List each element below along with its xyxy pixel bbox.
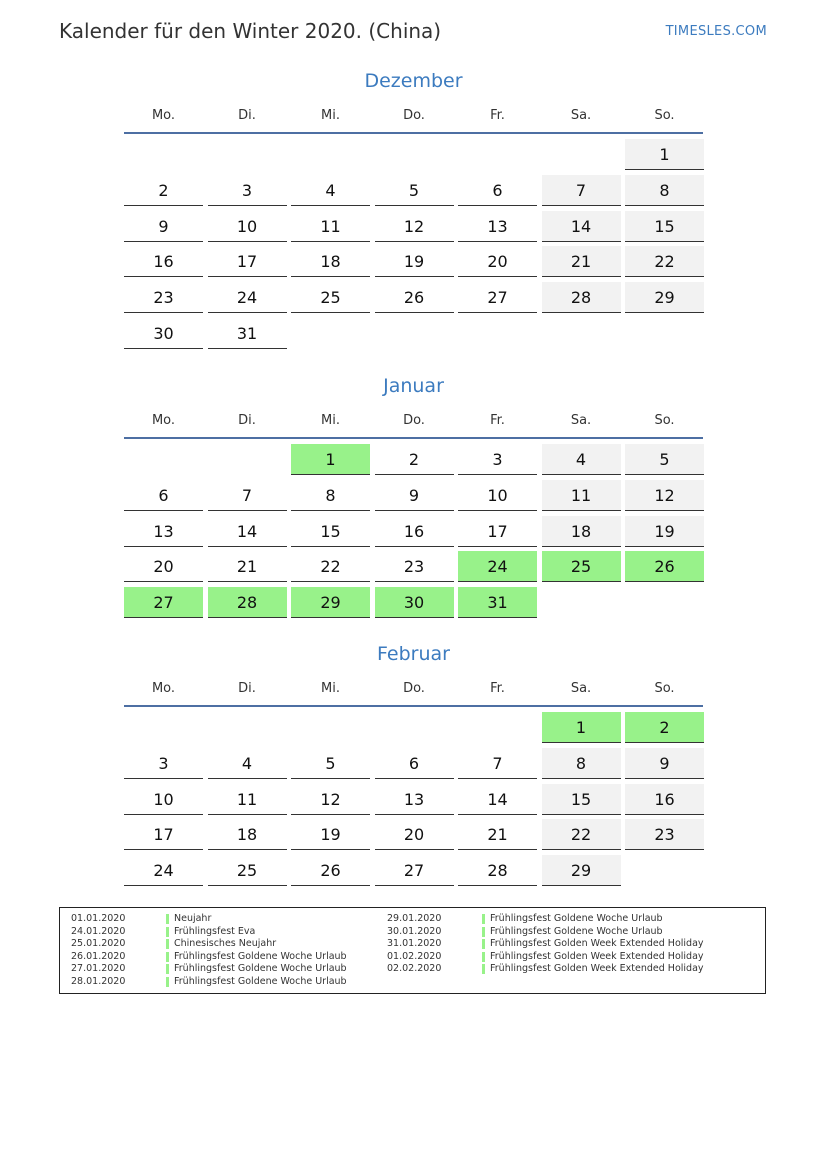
weekday-label: Mi. <box>321 413 340 428</box>
day-cell[interactable]: 20 <box>458 246 537 277</box>
weekday-label: Mi. <box>321 681 340 696</box>
legend-date: 30.01.2020 <box>387 925 442 937</box>
legend-holiday-name: Frühlingsfest Eva <box>174 925 256 937</box>
weekday-label: Fr. <box>490 108 505 123</box>
day-cell[interactable]: 7 <box>208 480 287 511</box>
day-cell[interactable]: 29 <box>542 855 621 886</box>
weekday-label: So. <box>654 108 675 123</box>
legend-date: 01.01.2020 <box>71 913 126 924</box>
day-cell[interactable]: 28 <box>542 282 621 313</box>
day-cell[interactable]: 15 <box>542 784 621 815</box>
day-cell[interactable]: 12 <box>375 211 454 242</box>
weekday-header <box>124 681 703 699</box>
legend-date: 01.02.2020 <box>387 950 442 962</box>
day-cell[interactable]: 31 <box>208 318 287 349</box>
legend-date: 27.01.2020 <box>71 963 126 975</box>
day-cell[interactable]: 14 <box>542 211 621 242</box>
holiday-legend <box>59 907 766 994</box>
month-title: Dezember <box>364 70 463 92</box>
day-cell[interactable]: 1 <box>625 139 704 170</box>
weekday-label: Sa. <box>570 413 592 428</box>
day-cell[interactable]: 10 <box>124 784 203 815</box>
day-cell[interactable]: 8 <box>625 175 704 206</box>
day-cell[interactable]: 1 <box>542 712 621 743</box>
legend-holiday-name: Frühlingsfest Golden Week Extended Holiday <box>490 938 704 950</box>
day-cell[interactable]: 11 <box>542 480 621 511</box>
weekday-label: Mo. <box>151 681 176 696</box>
day-cell[interactable]: 5 <box>375 175 454 206</box>
weekday-label: Di. <box>238 108 256 123</box>
weekday-label: Sa. <box>570 681 592 696</box>
day-cell[interactable]: 6 <box>458 175 537 206</box>
legend-date: 02.02.2020 <box>387 963 442 975</box>
day-cell[interactable]: 18 <box>291 246 370 277</box>
legend-holiday-name: Frühlingsfest Goldene Woche Urlaub <box>174 975 347 987</box>
day-cell[interactable]: 21 <box>458 819 537 850</box>
weekday-label: Fr. <box>490 413 505 428</box>
day-cell[interactable]: 19 <box>291 819 370 850</box>
day-cell[interactable]: 24 <box>124 855 203 886</box>
legend-holiday-name: Frühlingsfest Goldene Woche Urlaub <box>174 963 347 975</box>
day-cell[interactable]: 23 <box>124 282 203 313</box>
day-cell[interactable]: 17 <box>208 246 287 277</box>
day-cell[interactable]: 13 <box>375 784 454 815</box>
weekday-header <box>124 413 703 431</box>
holiday-color-marker <box>166 964 169 974</box>
day-cell[interactable]: 26 <box>291 855 370 886</box>
holiday-color-marker <box>166 927 169 937</box>
weekday-label: Mo. <box>151 413 176 428</box>
day-cell[interactable]: 19 <box>625 516 704 547</box>
day-cell[interactable]: 26 <box>625 551 704 582</box>
day-cell[interactable]: 30 <box>375 587 454 618</box>
weekday-label: Mo. <box>151 108 176 123</box>
day-cell[interactable]: 31 <box>458 587 537 618</box>
legend-holiday-name: Frühlingsfest Goldene Woche Urlaub <box>174 950 347 962</box>
day-cell[interactable]: 4 <box>542 444 621 475</box>
weekday-label: Sa. <box>570 108 592 123</box>
legend-date: 26.01.2020 <box>71 950 126 962</box>
day-cell[interactable]: 16 <box>375 516 454 547</box>
day-cell[interactable]: 12 <box>625 480 704 511</box>
day-cell[interactable]: 6 <box>375 748 454 779</box>
holiday-color-marker <box>166 952 169 962</box>
day-cell[interactable]: 8 <box>542 748 621 779</box>
day-cell[interactable]: 30 <box>124 318 203 349</box>
month-title: Februar <box>377 643 450 665</box>
holiday-color-marker <box>482 914 485 924</box>
day-cell[interactable]: 28 <box>208 587 287 618</box>
header-divider <box>124 132 703 134</box>
day-cell[interactable]: 22 <box>625 246 704 277</box>
day-cell[interactable]: 16 <box>124 246 203 277</box>
day-cell[interactable]: 15 <box>291 516 370 547</box>
day-cell[interactable]: 23 <box>375 551 454 582</box>
day-cell[interactable]: 24 <box>458 551 537 582</box>
holiday-color-marker <box>482 927 485 937</box>
day-cell[interactable]: 24 <box>208 282 287 313</box>
day-cell[interactable]: 5 <box>291 748 370 779</box>
month-title: Januar <box>383 375 444 397</box>
day-cell[interactable]: 4 <box>291 175 370 206</box>
day-cell[interactable]: 20 <box>375 819 454 850</box>
legend-holiday-name: Chinesisches Neujahr <box>174 938 277 950</box>
legend-date: 31.01.2020 <box>387 938 442 950</box>
day-cell[interactable]: 5 <box>625 444 704 475</box>
page-title: Kalender für den Winter 2020. (China) <box>59 19 442 43</box>
day-cell[interactable]: 21 <box>208 551 287 582</box>
header-divider <box>124 705 703 707</box>
legend-date: 28.01.2020 <box>71 975 126 987</box>
legend-holiday-name: Frühlingsfest Golden Week Extended Holiday <box>490 950 704 962</box>
day-cell[interactable]: 11 <box>208 784 287 815</box>
day-cell[interactable]: 20 <box>124 551 203 582</box>
day-cell[interactable]: 7 <box>542 175 621 206</box>
day-cell[interactable]: 22 <box>542 819 621 850</box>
day-cell[interactable]: 29 <box>291 587 370 618</box>
day-cell[interactable]: 23 <box>625 819 704 850</box>
legend-holiday-name: Frühlingsfest Goldene Woche Urlaub <box>490 925 663 937</box>
day-cell[interactable]: 3 <box>208 175 287 206</box>
day-cell[interactable]: 3 <box>124 748 203 779</box>
day-cell[interactable]: 13 <box>458 211 537 242</box>
weekday-label: Di. <box>238 681 256 696</box>
day-cell[interactable]: 10 <box>208 211 287 242</box>
legend-holiday-name: Frühlingsfest Goldene Woche Urlaub <box>490 913 663 924</box>
brand-link[interactable]: TIMESLES.COM <box>665 24 767 39</box>
weekday-label: Do. <box>403 108 425 123</box>
holiday-color-marker <box>166 939 169 949</box>
day-cell[interactable]: 25 <box>542 551 621 582</box>
holiday-color-marker <box>482 964 485 974</box>
legend-date: 25.01.2020 <box>71 938 126 950</box>
day-cell[interactable]: 17 <box>124 819 203 850</box>
day-cell[interactable]: 18 <box>542 516 621 547</box>
day-cell[interactable]: 25 <box>208 855 287 886</box>
day-cell[interactable]: 11 <box>291 211 370 242</box>
legend-date: 24.01.2020 <box>71 925 126 937</box>
day-cell[interactable]: 4 <box>208 748 287 779</box>
weekday-label: Mi. <box>321 108 340 123</box>
legend-holiday-name: Neujahr <box>174 913 212 924</box>
header-divider <box>124 437 703 439</box>
day-cell[interactable]: 17 <box>458 516 537 547</box>
day-cell[interactable]: 2 <box>124 175 203 206</box>
day-cell[interactable]: 29 <box>625 282 704 313</box>
day-cell[interactable]: 8 <box>291 480 370 511</box>
day-cell[interactable]: 25 <box>291 282 370 313</box>
day-cell[interactable]: 16 <box>625 784 704 815</box>
day-cell[interactable]: 22 <box>291 551 370 582</box>
day-cell[interactable]: 1 <box>291 444 370 475</box>
day-cell[interactable]: 14 <box>458 784 537 815</box>
holiday-color-marker <box>166 914 169 924</box>
day-cell[interactable]: 13 <box>124 516 203 547</box>
day-cell[interactable]: 27 <box>124 587 203 618</box>
day-cell[interactable]: 2 <box>375 444 454 475</box>
day-cell[interactable]: 9 <box>375 480 454 511</box>
weekday-header <box>124 108 703 126</box>
day-cell[interactable]: 3 <box>458 444 537 475</box>
legend-date: 29.01.2020 <box>387 913 442 924</box>
day-cell[interactable]: 14 <box>208 516 287 547</box>
day-cell[interactable]: 27 <box>458 282 537 313</box>
weekday-label: Do. <box>403 681 425 696</box>
day-cell[interactable]: 15 <box>625 211 704 242</box>
day-cell[interactable]: 21 <box>542 246 621 277</box>
weekday-label: So. <box>654 413 675 428</box>
weekday-label: Di. <box>238 413 256 428</box>
day-cell[interactable]: 27 <box>375 855 454 886</box>
day-cell[interactable]: 9 <box>625 748 704 779</box>
day-cell[interactable]: 6 <box>124 480 203 511</box>
day-cell[interactable]: 18 <box>208 819 287 850</box>
weekday-label: Fr. <box>490 681 505 696</box>
holiday-color-marker <box>482 939 485 949</box>
holiday-color-marker <box>166 977 169 987</box>
day-cell[interactable]: 9 <box>124 211 203 242</box>
day-cell[interactable]: 28 <box>458 855 537 886</box>
day-cell[interactable]: 19 <box>375 246 454 277</box>
holiday-color-marker <box>482 952 485 962</box>
day-cell[interactable]: 2 <box>625 712 704 743</box>
weekday-label: So. <box>654 681 675 696</box>
weekday-label: Do. <box>403 413 425 428</box>
day-cell[interactable]: 26 <box>375 282 454 313</box>
day-cell[interactable]: 7 <box>458 748 537 779</box>
legend-holiday-name: Frühlingsfest Golden Week Extended Holiday <box>490 963 704 975</box>
day-cell[interactable]: 12 <box>291 784 370 815</box>
day-cell[interactable]: 10 <box>458 480 537 511</box>
